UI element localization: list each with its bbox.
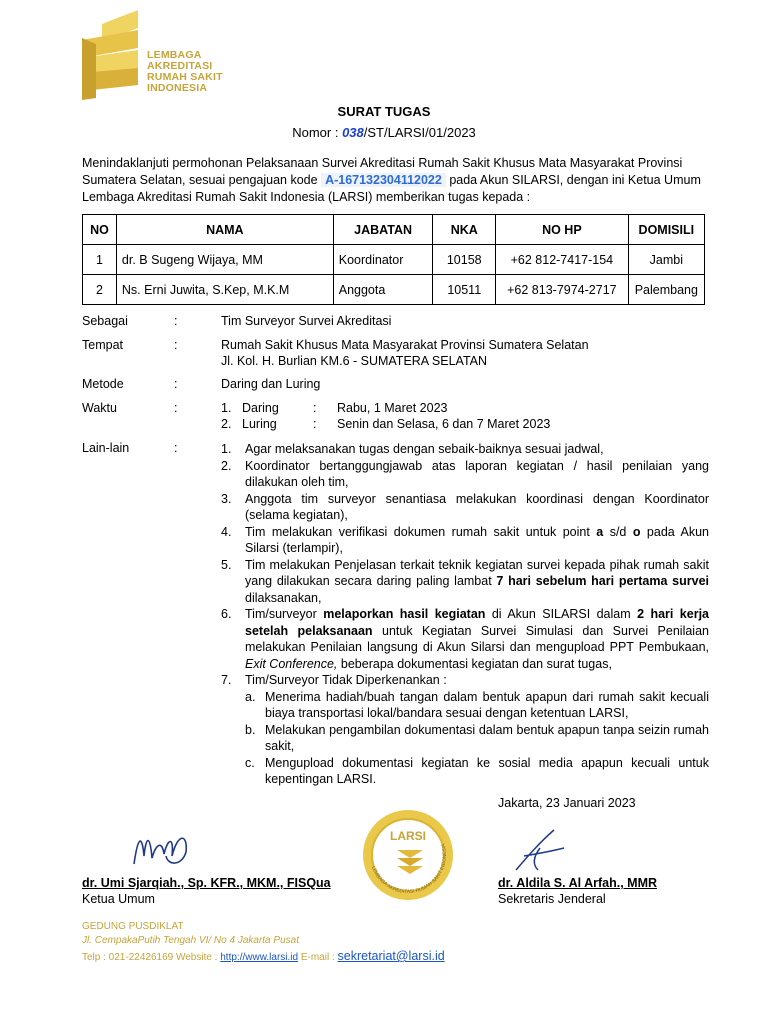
- team-table: [82, 214, 705, 305]
- sebagai-value: Tim Surveyor Survei Akreditasi: [221, 314, 392, 328]
- table-cell: +62 813-7974-2717: [496, 275, 629, 305]
- footer-telp: Telp : 021-22426169 Website :: [82, 952, 221, 963]
- number-value: 038: [342, 125, 364, 140]
- intro-text: pada Akun SILARSI, dengan ini Ketua Umum Lembaga Akreditasi Rumah Sakit Indonesia (LARSI) memberikan tugas kepada :: [82, 173, 701, 204]
- sub-item-text: Menerima hadiah/buah tangan dalam bentuk apapun dari rumah sakit kecuali biaya transportasi lokal/bandara sesuai dengan ketentuan LARSI,: [265, 689, 709, 720]
- logo-line: RUMAH SAKIT: [147, 71, 223, 83]
- text-part: beberapa dokumentasi kegiatan dan surat tugas,: [337, 656, 612, 671]
- left-signatory-name: dr. Umi Sjarqiah., Sp. KFR., MKM., FISQua: [82, 876, 331, 890]
- table-cell: 2: [83, 275, 117, 305]
- list-item: 4. Tim melakukan verifikasi dokumen rumah sakit untuk point a s/d o pada Akun Silarsi (terlampir),: [221, 524, 709, 555]
- colon: :: [174, 377, 178, 391]
- colon: :: [313, 417, 317, 431]
- text-bold: o: [632, 524, 641, 539]
- table-cell: Anggota: [333, 275, 433, 305]
- tempat-line: Jl. Kol. H. Burlian KM.6 - SUMATERA SELATAN: [221, 354, 488, 368]
- table-cell: Koordinator: [333, 245, 433, 275]
- right-signatory-name: dr. Aldila S. Al Arfah., MMR: [498, 876, 658, 890]
- text-bold: a: [596, 524, 604, 539]
- table-cell: dr. B Sugeng Wijaya, MM: [116, 245, 333, 275]
- logo-text: [147, 50, 223, 94]
- waktu-kind: Daring: [242, 401, 279, 415]
- number-prefix: Nomor :: [292, 125, 343, 140]
- text-bold: 2 hari kerja setelah pelaksanaan: [245, 607, 709, 638]
- table-cell: 10511: [433, 275, 496, 305]
- list-item-text: [245, 557, 709, 607]
- table-cell: 1: [83, 245, 117, 275]
- colon: :: [174, 441, 178, 455]
- table-cell: Palembang: [628, 275, 704, 305]
- metode-label: Metode: [82, 377, 124, 391]
- website-link[interactable]: http://www.larsi.id: [220, 952, 299, 963]
- colon: :: [174, 401, 178, 415]
- text-bold: 7 hari sebelum hari pertama survei: [496, 574, 709, 588]
- intro-paragraph: [82, 155, 704, 206]
- text-part: s/d: [603, 524, 633, 539]
- svg-text:LEMBAGA AKREDITASI RUMAH SAKIT: [370, 842, 448, 895]
- list-item-text: [245, 524, 709, 557]
- list-item: 7. Tim/Surveyor Tidak Diperkenankan :: [221, 672, 709, 689]
- table-cell: +62 812-7417-154: [496, 245, 629, 275]
- larsi-logo-mark-icon: [82, 10, 142, 100]
- logo-line: LEMBAGA: [147, 49, 202, 61]
- right-signatory-title: Sekretaris Jenderal: [498, 892, 606, 906]
- sebagai-label: Sebagai: [82, 314, 128, 328]
- text-part: pada Akun Silarsi (terlampir),: [245, 524, 709, 555]
- tempat-label: Tempat: [82, 338, 123, 352]
- colon: :: [313, 401, 317, 415]
- table-header: NO: [83, 215, 117, 245]
- waktu-label: Waktu: [82, 401, 117, 415]
- footer-email-label: E-mail :: [298, 952, 338, 963]
- colon: :: [174, 338, 178, 352]
- table-cell: Ns. Erni Juwita, S.Kep, M.K.M: [116, 275, 333, 305]
- text-part: di Akun SILARSI dalam: [485, 607, 638, 621]
- document-title: SURAT TUGAS: [337, 104, 431, 119]
- text-bold: melaporkan hasil kegiatan: [323, 607, 486, 621]
- tempat-line: Rumah Sakit Khusus Mata Masyarakat Provinsi Sumatera Selatan: [221, 338, 589, 352]
- text-part: Tim/surveyor: [245, 607, 324, 621]
- text-italic: Exit Conference,: [245, 656, 338, 671]
- table-row: [83, 245, 705, 275]
- sub-item: b. Melakukan pengambilan dokumentasi dalam bentuk apapun tanpa seizin rumah sakit,: [245, 722, 709, 753]
- list-item: 1. Agar melaksanakan tugas dengan sebaik-baiknya sesuai jadwal,: [221, 441, 709, 458]
- table-header: NO HP: [496, 215, 629, 245]
- list-item-text: Tim/Surveyor Tidak Diperkenankan :: [245, 673, 447, 687]
- larsi-logo: [82, 10, 142, 100]
- text-part: Tim melakukan verifikasi dokumen rumah sakit untuk point: [245, 524, 597, 539]
- list-item: 6. Tim/surveyor melaporkan hasil kegiatan di Akun SILARSI dalam 2 hari kerja setelah pelaksanaan untuk Kegiatan Survei Simulasi dan Survei Penilaian melakukan Penilaian langsung di Akun Silarsi dan mengupload PPT Pembukaan, Exit Conference, beberapa dokumentasi kegiatan dan surat tugas,: [221, 607, 709, 671]
- seal-ring-icon: [363, 810, 453, 900]
- list-item: 5. Tim melakukan Penjelasan terkait teknik kegiatan survei kepada pihak rumah sakit yang dilakukan secara daring paling lambat 7 hari sebelum hari pertama survei dilaksanakan,: [221, 557, 709, 605]
- table-header-row: [83, 215, 705, 245]
- text-part: dilaksanakan,: [245, 590, 322, 605]
- waktu-date: Rabu, 1 Maret 2023: [337, 401, 448, 415]
- table-cell: Jambi: [628, 245, 704, 275]
- right-signature-icon: [510, 826, 570, 876]
- table-header: JABATAN: [333, 215, 433, 245]
- place-date: Jakarta, 23 Januari 2023: [498, 796, 636, 810]
- seal-ring-text: LEMBAGA AKREDITASI RUMAH SAKIT INDONESIA: [369, 842, 449, 896]
- footer-contact: [82, 949, 445, 963]
- sub-item-text: Mengupload dokumentasi kegiatan ke sosial media apapun kecuali untuk kepentingan LARSI.: [265, 755, 709, 786]
- instructions-list: [221, 441, 709, 788]
- list-item-text: Anggota tim surveyor senantiasa melakukan koordinasi dengan Koordinator (selama kegiatan),: [245, 491, 709, 522]
- document-number: [0, 125, 768, 140]
- seal-text: LARSI: [390, 829, 426, 843]
- list-item-text: Koordinator bertanggungjawab atas laporan kegiatan / hasil penilaian yang dilakukan oleh tim,: [245, 458, 709, 489]
- sub-item: c. Mengupload dokumentasi kegiatan ke sosial media apapun kecuali untuk kepentingan LARSI.: [245, 755, 709, 786]
- waktu-number: 1.: [221, 401, 232, 415]
- table-row: [83, 275, 705, 305]
- list-item-text: [245, 606, 709, 672]
- list-item: 2. Koordinator bertanggungjawab atas laporan kegiatan / hasil penilaian yang dilakukan oleh tim,: [221, 458, 709, 489]
- table-header: DOMISILI: [628, 215, 704, 245]
- intro-text: Menindaklanjuti permohonan Pelaksanaan Survei Akreditasi Rumah Sakit Khusus Mata Masyarakat Provinsi Sumatera Selatan, sesuai pengajuan kode: [82, 156, 683, 187]
- footer-address: Jl. CempakaPutih Tengah VI/ No 4 Jakarta Pusat: [82, 935, 299, 946]
- larsi-seal: [363, 810, 453, 900]
- text-part: Tim melakukan Penjelasan terkait teknik kegiatan survei kepada pihak rumah sakit yang dilakukan secara daring paling lambat: [245, 557, 709, 588]
- submission-code: A-167132304112022: [321, 173, 446, 187]
- table-cell: 10158: [433, 245, 496, 275]
- email-link[interactable]: sekretariat@larsi.id: [337, 949, 445, 963]
- waktu-number: 2.: [221, 417, 232, 431]
- lain-label: Lain-lain: [82, 441, 130, 455]
- colon: :: [174, 314, 178, 328]
- sub-item-text: Melakukan pengambilan dokumentasi dalam bentuk apapun tanpa seizin rumah sakit,: [265, 722, 709, 753]
- footer-building: GEDUNG PUSDIKLAT: [82, 921, 184, 932]
- waktu-kind: Luring: [242, 417, 277, 431]
- left-signatory-title: Ketua Umum: [82, 892, 155, 906]
- table-header: NAMA: [116, 215, 333, 245]
- table-header: NKA: [433, 215, 496, 245]
- waktu-date: Senin dan Selasa, 6 dan 7 Maret 2023: [337, 417, 551, 431]
- left-signature-icon: [128, 826, 198, 874]
- logo-line: INDONESIA: [147, 82, 208, 94]
- text-part: untuk Kegiatan Survei Simulasi dan Survei Penilaian melakukan Penilaian langsung di Akun Silarsi dan mengupload PPT Pembukaan,: [245, 623, 709, 654]
- metode-value: Daring dan Luring: [221, 377, 321, 391]
- logo-line: AKREDITASI: [147, 60, 213, 72]
- list-item: 3. Anggota tim surveyor senantiasa melakukan koordinasi dengan Koordinator (selama kegiatan),: [221, 491, 709, 522]
- sub-item: a. Menerima hadiah/buah tangan dalam bentuk apapun dari rumah sakit kecuali biaya transportasi lokal/bandara sesuai dengan ketentuan LARSI,: [245, 689, 709, 720]
- number-suffix: /ST/LARSI/01/2023: [363, 125, 476, 140]
- list-item-text: Agar melaksanakan tugas dengan sebaik-baiknya sesuai jadwal,: [245, 442, 604, 456]
